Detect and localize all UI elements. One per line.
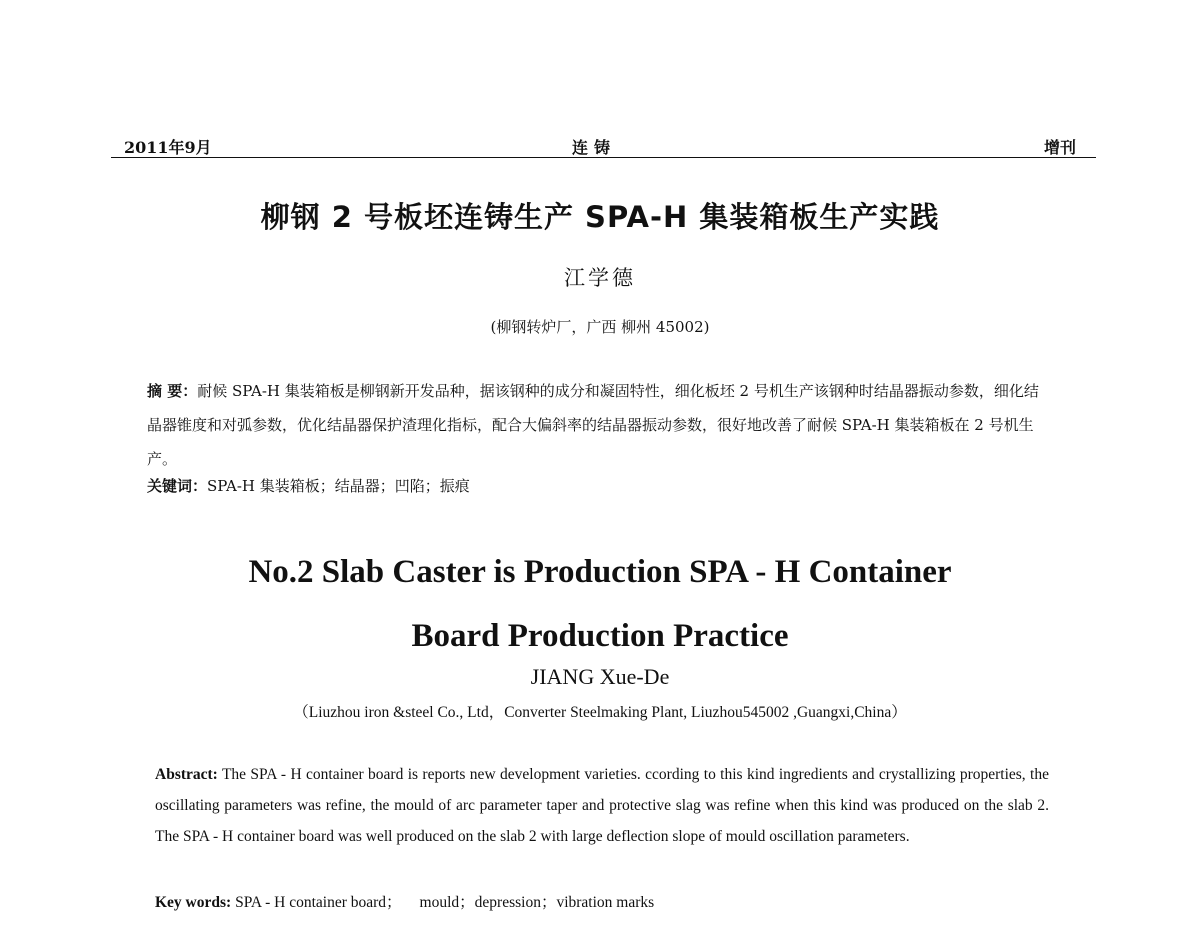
affiliation-en: （Liuzhou iron &steel Co., Ltd，Converter Steelmaking Plant, Liuzhou545002 ,Guangxi,China） <box>293 704 907 721</box>
abstract-en <box>155 759 1049 852</box>
keywords-en <box>155 890 654 912</box>
header-rule <box>111 157 1096 158</box>
header-date: 2011年9月 <box>124 138 212 157</box>
keywords-cn-label: 关键词： <box>147 477 208 495</box>
affiliation-cn: (柳钢转炉厂，广西 柳州 45002) <box>490 318 710 336</box>
header-issue: 增刊 <box>1044 138 1077 157</box>
abstract-en-label: Abstract: <box>155 766 218 783</box>
author-en: JIANG Xue-De <box>530 664 670 689</box>
keywords-cn-text: SPA-H 集装箱板；结晶器；凹陷；振痕 <box>207 477 470 495</box>
header-journal: 连铸 <box>572 138 617 157</box>
paper-title-en <box>0 540 1200 668</box>
abstract-cn-text: 耐候 SPA-H 集装箱板是柳钢新开发品种，据该钢种的成分和凝固特性，细化板坯 2 号机生产该钢种时结晶器振动参数，细化结晶器锥度和对弧参数，优化结晶器保护渣理化指标，配合大偏斜率的结晶器振动参数，很好地改善了耐候 SPA-H 集装箱板在 2 号机生产。 <box>147 382 1039 468</box>
paper-title-cn: 柳钢 2 号板坯连铸生产 SPA-H 集装箱板生产实践 <box>260 200 940 234</box>
paper-title-en-line1: No.2 Slab Caster is Production SPA - H Container <box>248 554 952 590</box>
author-cn: 江学德 <box>564 266 636 290</box>
keywords-en-label: Key words: <box>155 894 232 911</box>
paper-title-en-line2: Board Production Practice <box>411 618 789 654</box>
keywords-cn <box>147 475 470 496</box>
abstract-cn <box>147 374 1052 476</box>
abstract-en-text: The SPA - H container board is reports new development varieties. ccording to this kind ingredients and crystallizing properties, the oscillating parameters was refine, the mould of arc parameter taper and protective slag was refine when this kind was produced on the slab 2. The SPA - H container board was well produced on the slab 2 with large deflection slope of mould oscillation parameters. <box>155 766 1049 845</box>
keywords-en-item-1: SPA - H container board； <box>235 894 402 911</box>
abstract-cn-label: 摘 要： <box>147 382 198 400</box>
keywords-en-item-2: mould；depression；vibration marks <box>419 894 655 911</box>
